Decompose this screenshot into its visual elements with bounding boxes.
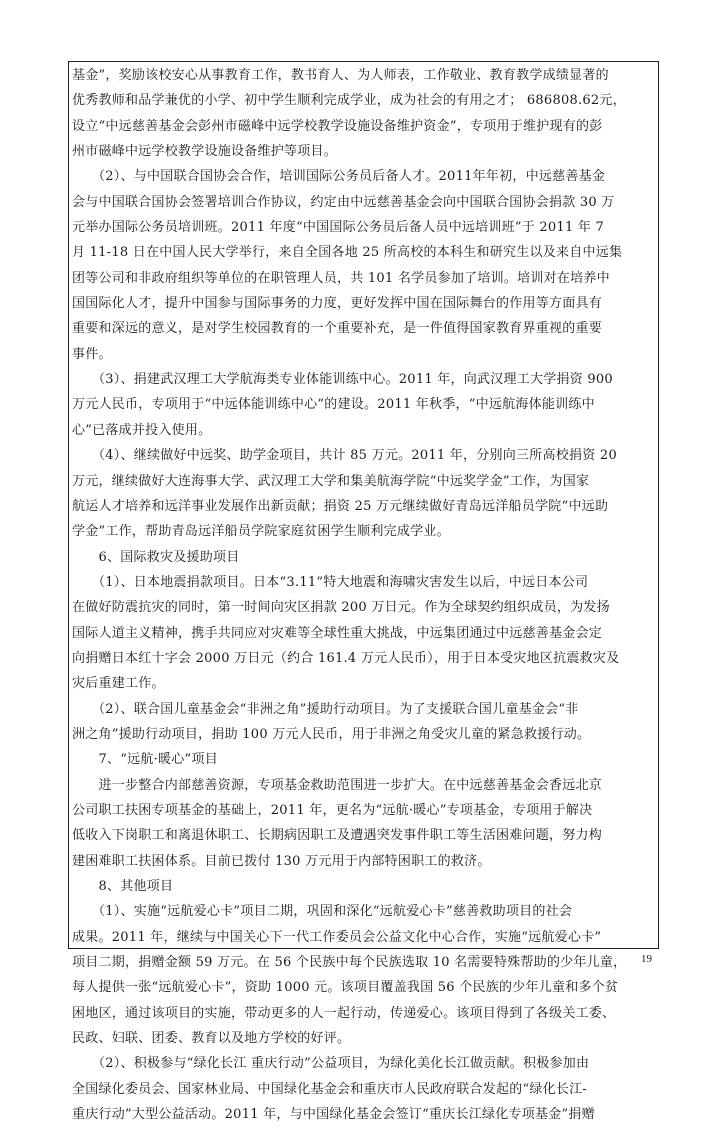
text-line: 国际人道主义精神，携手共同应对灾难等全球性重大挑战，中远集团通过中远慈善基金会定 xyxy=(72,625,603,641)
text-line: 元举办国际公务员培训班。2011 年度“中国国际公务员后备人员中远培训班”于 2011 年 7 xyxy=(72,220,605,236)
text-line: 航运人才培养和远洋事业发展作出新贡献；捐资 25 万元继续做好青岛远洋船员学院“中远助 xyxy=(72,498,609,514)
text-line: 向捐赠日本红十字会 2000 万日元（约合 161.4 万元人民币），用于日本受灾地区抗震救灾及 xyxy=(72,650,620,666)
text-line: 事件。 xyxy=(72,346,112,362)
text-line: 进一步整合内部慈善资源，专项基金救助范围进一步扩大。在中远慈善基金会香远北京 xyxy=(72,777,603,793)
text-line: 万元人民币，专项用于“中远体能训练中心”的建设。2011 年秋季，“中远航海体能训练中 xyxy=(72,397,595,413)
text-line: 每人提供一张“远航爱心卡”，资助 1000 元。该项目覆盖我国 56 个民族的少年儿童和多个贫 xyxy=(72,980,619,996)
text-line: （2）、联合国儿童基金会“非洲之角”援助行动项目。为了支援联合国儿童基金会“非 xyxy=(72,701,579,717)
text-line: （1）、实施“远航爱心卡”项目二期，巩固和深化“远航爱心卡”慈善救助项目的社会 xyxy=(72,904,573,920)
text-line: （2）、与中国联合国协会合作，培训国际公务员后备人才。2011年年初，中远慈善基金 xyxy=(72,169,606,185)
text-line: （1）、日本地震捐款项目。日本“3.11”特大地震和海啸灾害发生以后，中远日本公司 xyxy=(72,574,589,590)
text-line: 学金”工作，帮助青岛远洋船员学院家庭贫困学生顺利完成学业。 xyxy=(72,524,450,540)
text-line: 月 11-18 日在中国人民大学举行，来自全国各地 25 所高校的本科生和研究生以及来自中远集 xyxy=(72,245,623,261)
text-line: 建困难职工扶困体系。目前已拨付 130 万元用于内部特困职工的救济。 xyxy=(72,853,491,869)
text-line: 万元，继续做好大连海事大学、武汉理工大学和集美航海学院“中远奖学金”工作，为国家 xyxy=(72,473,590,489)
text-line: 低收入下岗职工和离退休职工、长期病因职工及遭遇突发事件职工等生活困难问题，努力构 xyxy=(72,828,603,844)
text-line: 民政、妇联、团委、教育以及地方学校的好评。 xyxy=(72,1031,351,1047)
page-number: 19 xyxy=(641,953,652,965)
text-line: 会与中国联合国协会签署培训合作协议，约定由中远慈善基金会向中国联合国协会捐款 30 万 xyxy=(72,194,615,210)
text-line: 心”已落成并投入使用。 xyxy=(72,422,212,438)
text-line: 重要和深远的意义，是对学生校园教育的一个重要补充，是一件值得国家教育界重视的重要 xyxy=(72,321,603,337)
text-line: 全国绿化委员会、国家林业局、中国绿化基金会和重庆市人民政府联合发起的“绿化长江- xyxy=(72,1081,588,1097)
text-line: （3）、捐建武汉理工大学航海类专业体能训练中心。2011 年，向武汉理工大学捐资 900 xyxy=(72,372,613,388)
text-line: 6、国际救灾及援助项目 xyxy=(72,549,240,565)
text-line: 项目二期，捐赠金额 59 万元。在 56 个民族中每个民族选取 10 名需要特殊帮助的少年儿童， xyxy=(72,955,627,971)
text-line: 州市磁峰中远学校教学设施设备维护等项目。 xyxy=(72,144,338,160)
text-line: 优秀教师和品学兼优的小学、初中学生顺利完成学业，成为社会的有用之才； 686808.62元， xyxy=(72,93,626,109)
document-body xyxy=(72,63,656,1127)
text-line: 在做好防震抗灾的同时，第一时间向灾区捐款 200 万日元。作为全球契约组织成员，为发扬 xyxy=(72,600,610,616)
text-line: 团等公司和非政府组织等单位的在职管理人员，共 101 名学员参加了培训。培训对在培养中 xyxy=(72,270,610,286)
text-line: 公司职工扶困专项基金的基础上，2011 年，更名为“远航·暖心”专项基金，专项用于解决 xyxy=(72,802,593,818)
text-line: （2）、积极参与“绿化长江 重庆行动”公益项目，为绿化美化长江做贡献。积极参加由 xyxy=(72,1056,590,1072)
text-line: 洲之角”援助行动项目，捐助 100 万元人民币，用于非洲之角受灾儿童的紧急救援行动。 xyxy=(72,726,591,742)
text-line: 重庆行动”大型公益活动。2011 年，与中国绿化基金会签订“重庆长江绿化专项基金”捐赠 xyxy=(72,1107,595,1123)
text-line: 国国际化人才，提升中国参与国际事务的力度，更好发挥中国在国际舞台的作用等方面具有 xyxy=(72,296,603,312)
text-line: 困地区，通过该项目的实施，带动更多的人一起行动，传递爱心。该项目得到了各级关工委、 xyxy=(72,1005,616,1021)
text-line: 基金”，奖励该校安心从事教育工作，教书育人、为人师表，工作敬业、教育教学成绩显著的 xyxy=(72,68,609,83)
text-line: 设立“中远慈善基金会彭州市磁峰中远学校教学设施设备维护资金”，专项用于维护现有的彭 xyxy=(72,118,603,134)
text-line: 成果。2011 年，继续与中国关心下一代工作委员会公益文化中心合作，实施“远航爱心卡” xyxy=(72,929,602,945)
text-line: 7、“远航·暖心”项目 xyxy=(72,752,218,768)
text-line: 8、其他项目 xyxy=(72,879,174,894)
text-line: （4）、继续做好中远奖、助学金项目，共计 85 万元。2011 年，分别向三所高校捐资 20 xyxy=(72,448,617,464)
text-line: 灾后重建工作。 xyxy=(72,676,165,692)
